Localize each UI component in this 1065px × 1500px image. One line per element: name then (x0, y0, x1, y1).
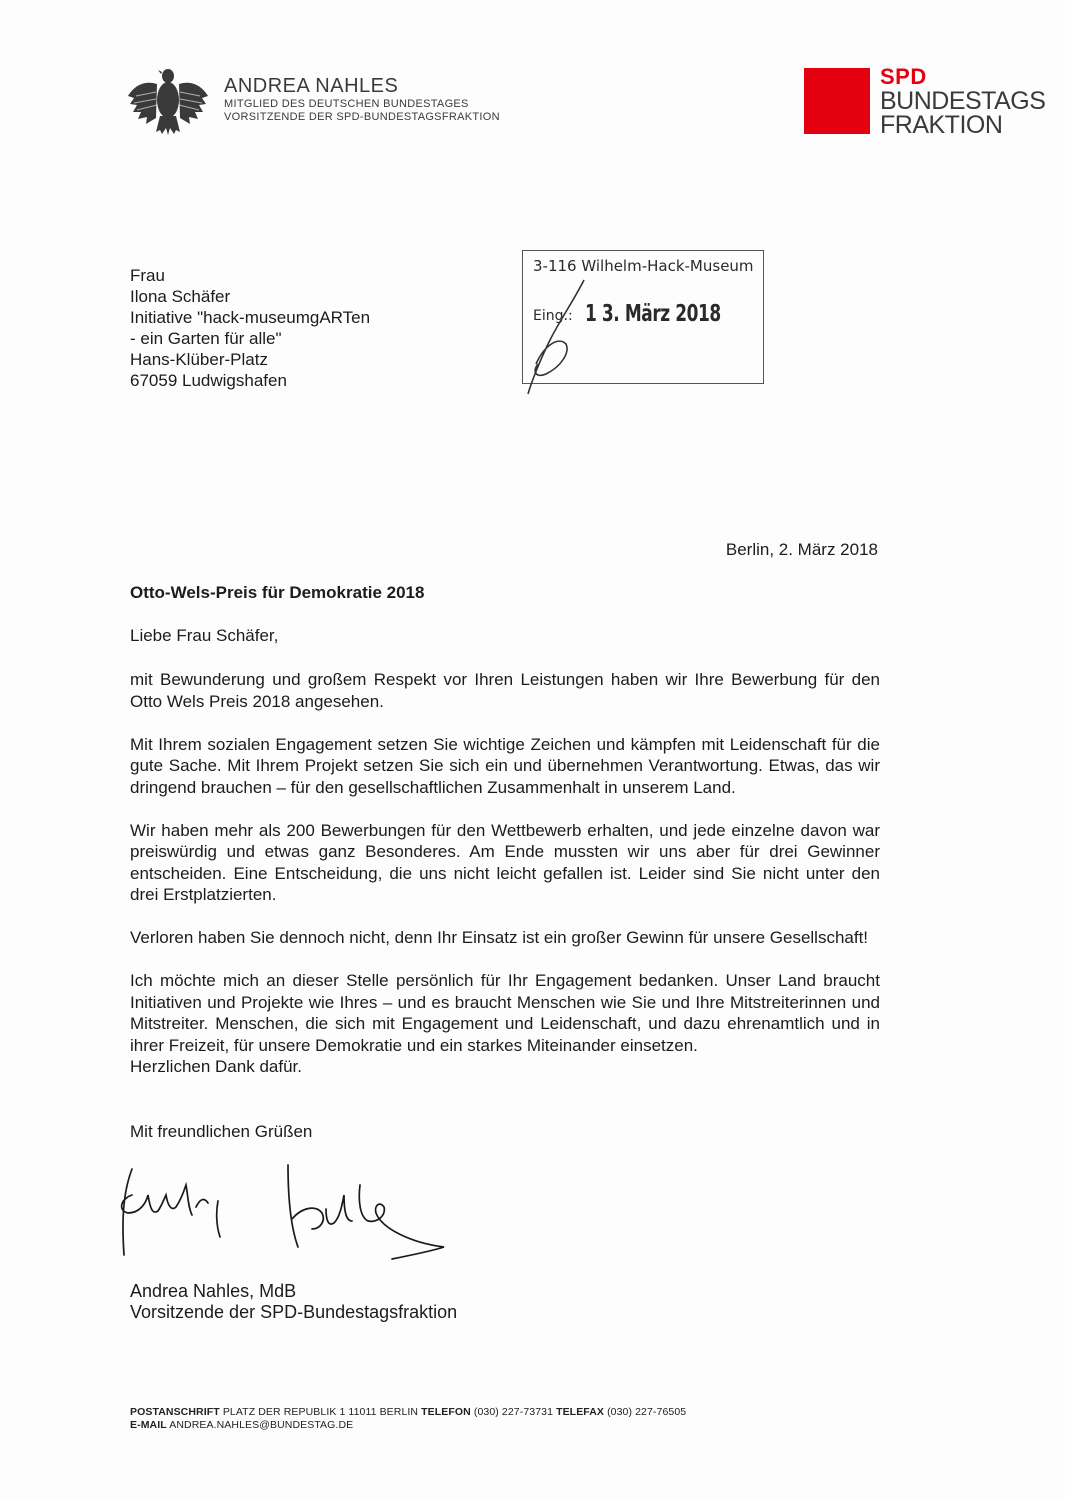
signer-block (130, 1281, 457, 1323)
address-line: Ilona Schäfer (130, 287, 231, 306)
letter-subject: Otto-Wels-Preis für Demokratie 2018 (130, 583, 425, 602)
footer-telefax: (030) 227-76505 (607, 1406, 687, 1418)
address-line: Hans-Klüber-Platz (130, 350, 268, 369)
spd-logo-party: SPD (880, 64, 927, 89)
footer-postanschrift-label: POSTANSCHRIFT (130, 1406, 220, 1418)
signer-role: Vorsitzende der SPD-Bundestagsfraktion (130, 1302, 458, 1322)
spd-logo-line2: FRAKTION (880, 111, 1003, 139)
sender-name: ANDREA NAHLES (224, 75, 399, 97)
signer-name: Andrea Nahles, MdB (130, 1281, 297, 1301)
footer-telefon: (030) 227-73731 (473, 1406, 554, 1418)
letter-date: Berlin, 2. März 2018 (725, 540, 878, 559)
letter-footer (130, 1406, 686, 1432)
letter-closing: Mit freundlichen Grüßen (130, 1122, 313, 1141)
stamp-museum: 3-116 Wilhelm-Hack-Museum (533, 257, 754, 275)
handwritten-signature (112, 1155, 452, 1275)
body-paragraph: Ich möchte mich an dieser Stelle persönlich für Ihr Engagement bedanken. Unser Land braucht Initiativen und Projekte wie Ihres – und es braucht Menschen wie Sie und Ihre Mitstreiterinnen und Mitstreiter. Menschen, die sich mit Engagement und Leidenschaft, und dazu ehrenamtlich und in ihrer Freizeit, für unsere Demokratie und ein starkes Miteinander einsetzen. (130, 971, 880, 1055)
footer-email-label: E-MAIL (130, 1419, 167, 1431)
spd-logo-square (804, 68, 870, 134)
thanks-line: Herzlichen Dank dafür. (130, 1057, 302, 1076)
address-line: Frau (130, 266, 165, 285)
address-line: - ein Garten für alle" (130, 329, 282, 348)
recipient-address (130, 265, 370, 391)
sender-title-2: VORSITZENDE DER SPD-BUNDESTAGSFRAKTION (224, 111, 500, 123)
spd-logo-line1: BUNDESTAGS (880, 87, 1046, 115)
body-paragraph: mit Bewunderung und großem Respekt vor Ihren Leistungen haben wir Ihre Bewerbung für den Otto Wels Preis 2018 angesehen. (130, 670, 880, 711)
letter-body (130, 669, 880, 1078)
stamp-label: Eing.: (533, 308, 573, 324)
footer-postanschrift: PLATZ DER REPUBLIK 1 11011 BERLIN (222, 1406, 419, 1418)
body-paragraph: Verloren haben Sie dennoch nicht, denn Ihr Einsatz ist ein großer Gewinn für unsere Gesellschaft! (130, 928, 869, 947)
footer-telefon-label: TELEFON (421, 1406, 471, 1418)
footer-line-2 (130, 1419, 686, 1432)
federal-eagle-icon (126, 62, 210, 136)
stamp-date: 1 3. März 2018 (585, 301, 721, 327)
stamp-initials-scribble (522, 260, 602, 400)
address-line: 67059 Ludwigshafen (130, 371, 287, 390)
footer-line-1 (130, 1406, 686, 1419)
footer-telefax-label: TELEFAX (556, 1406, 605, 1418)
body-paragraph: Wir haben mehr als 200 Bewerbungen für den Wettbewerb erhalten, und jede einzelne davon war preiswürdig und etwas ganz Besonderes. Am Ende mussten wir uns aber für drei Gewinner entscheiden. Eine Entscheidung, die uns nicht leicht gefallen ist. Leider sind Sie nicht unter den drei Erstplatzierten. (130, 820, 880, 904)
address-line: Initiative "hack-museumgARTen (130, 308, 371, 327)
footer-email: ANDREA.NAHLES@BUNDESTAG.DE (169, 1419, 354, 1431)
body-paragraph: Mit Ihrem sozialen Engagement setzen Sie wichtige Zeichen und kämpfen mit Leidenschaft für die gute Sache. Mit Ihrem Projekt setzen Sie sich ein und übernehmen Verantwortung. Etwas, das wir dringend brauchen – für den gesellschaftlichen Zusammenhalt in unserem Land. (130, 734, 880, 797)
sender-title-1: MITGLIED DES DEUTSCHEN BUNDESTAGES (224, 98, 469, 110)
letter-salutation: Liebe Frau Schäfer, (130, 626, 279, 645)
